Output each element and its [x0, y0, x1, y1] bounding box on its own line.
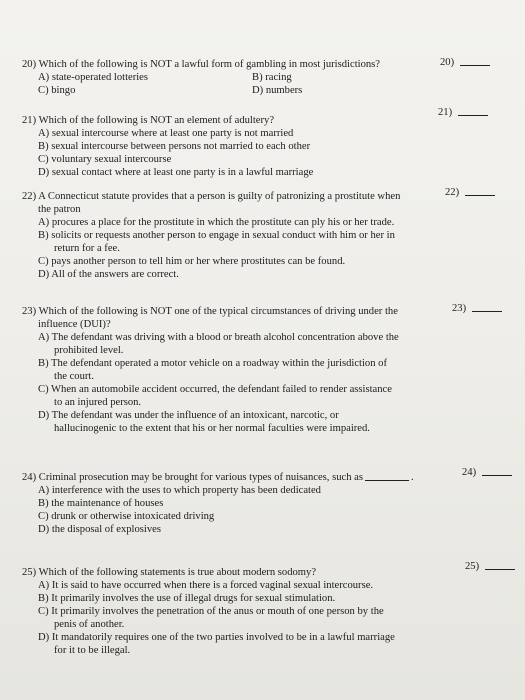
option-a: A) procures a place for the prostitute in which the prostitute can ply his or her trade. [38, 217, 395, 228]
option-c: C) drunk or otherwise intoxicated driving [38, 511, 215, 522]
question-21: 21) Which of the following is NOT an element of adultery? A) sexual intercourse where at least one party is not married B) sexual intercourse between persons not married to each other C) voluntary sexual intercourse D) sexual contact where at least one party is in a lawful marriage [22, 114, 492, 179]
option-d: D) All of the answers are correct. [38, 269, 179, 280]
answer-line-21[interactable]: 21) [438, 107, 488, 118]
option-a: A) interference with the uses to which property has been dedicated [38, 485, 321, 496]
question-23: 23) Which of the following is NOT one of the typical circumstances of driving under the influence (DUI)? A) The defendant was driving with a blood or breath alcohol concentration above the prohibited level. B) The defendant operated a motor vehicle on a roadway within the jurisdiction of the court. C) When an automobile accident occurred, the defendant failed to render assistance to an injured person. D) The defendant was under the influence of an intoxicant, narcotic, or hallucinogenic to the extent that his or her normal faculties were impaired. [22, 305, 492, 435]
option-b: B) The defendant operated a motor vehicle on a roadway within the jurisdiction of [38, 358, 387, 369]
option-b: B) solicits or requests another person to engage in sexual conduct with him or her in [38, 230, 395, 241]
option-a: A) The defendant was driving with a blood or breath alcohol concentration above the [38, 332, 399, 343]
answer-line-22[interactable]: 22) [445, 187, 495, 198]
option-b: B) racing [252, 72, 292, 83]
option-b: B) sexual intercourse between persons not married to each other [38, 141, 311, 152]
option-d: D) It mandatorily requires one of the two parties involved to be in a lawful marriage [38, 632, 395, 643]
option-d: D) the disposal of explosives [38, 524, 161, 535]
question-stem: Which of the following is NOT one of the typical circumstances of driving under the [38, 306, 398, 317]
option-c: C) bingo [38, 85, 76, 96]
option-a: A) It is said to have occurred when there is a forced vaginal sexual intercourse. [38, 580, 374, 591]
question-stem: Which of the following statements is true about modern sodomy? [38, 567, 317, 578]
answer-line-23[interactable]: 23) [452, 303, 502, 314]
option-a: A) sexual intercourse where at least one party is not married [38, 128, 294, 139]
answer-line-25[interactable]: 25) [465, 561, 515, 572]
option-c: C) pays another person to tell him or her where prostitutes can be found. [38, 256, 346, 267]
option-b: B) the maintenance of houses [38, 498, 164, 509]
option-a: A) state-operated lotteries [38, 72, 149, 83]
question-stem: Criminal prosecution may be brought for various types of nuisances, such as [38, 472, 363, 483]
option-c: C) When an automobile accident occurred, the defendant failed to render assistance [38, 384, 392, 395]
option-c: C) voluntary sexual intercourse [38, 154, 172, 165]
option-d: D) numbers [252, 85, 303, 96]
answer-line-20[interactable]: 20) [440, 57, 490, 68]
option-c: C) It primarily involves the penetration of the anus or mouth of one person by the [38, 606, 384, 617]
question-stem: A Connecticut statute provides that a person is guilty of patronizing a prostitute when [38, 191, 401, 202]
answer-line-24[interactable]: 24) [462, 467, 512, 478]
option-b: B) It primarily involves the use of illegal drugs for sexual stimulation. [38, 593, 336, 604]
question-24: 24) Criminal prosecution may be brought for various types of nuisances, such as . A) interference with the uses to which property has been dedicated B) the maintenance of houses C) drunk or otherwise intoxicated driving D) the disposal of explosives [22, 471, 492, 536]
question-22: 22) A Connecticut statute provides that a person is guilty of patronizing a prostitute when the patron A) procures a place for the prostitute in which the prostitute can ply his or her trade. B) solicits or requests another person to engage in sexual conduct with him or her in return for a fee. C) pays another person to tell him or her where prostitutes can be found. D) All of the answers are correct. [22, 190, 492, 281]
question-25: 25) Which of the following statements is true about modern sodomy? A) It is said to have occurred when there is a forced vaginal sexual intercourse. B) It primarily involves the use of illegal drugs for sexual stimulation. C) It primarily involves the penetration of the anus or mouth of one person by the penis of another. D) It mandatorily requires one of the two parties involved to be in a lawful marriage for it to be illegal. [22, 566, 492, 657]
question-stem: Which of the following is NOT a lawful form of gambling in most jurisdictions? [38, 59, 380, 70]
question-20: 20) Which of the following is NOT a lawful form of gambling in most jurisdictions? A) state-operated lotteries B) racing C) bingo D) numbers [22, 59, 380, 96]
question-stem: Which of the following is NOT an element of adultery? [38, 115, 275, 126]
fill-in-blank[interactable] [365, 480, 409, 481]
option-d: D) sexual contact where at least one party is in a lawful marriage [38, 167, 314, 178]
option-d: D) The defendant was under the influence of an intoxicant, narcotic, or [38, 410, 339, 421]
